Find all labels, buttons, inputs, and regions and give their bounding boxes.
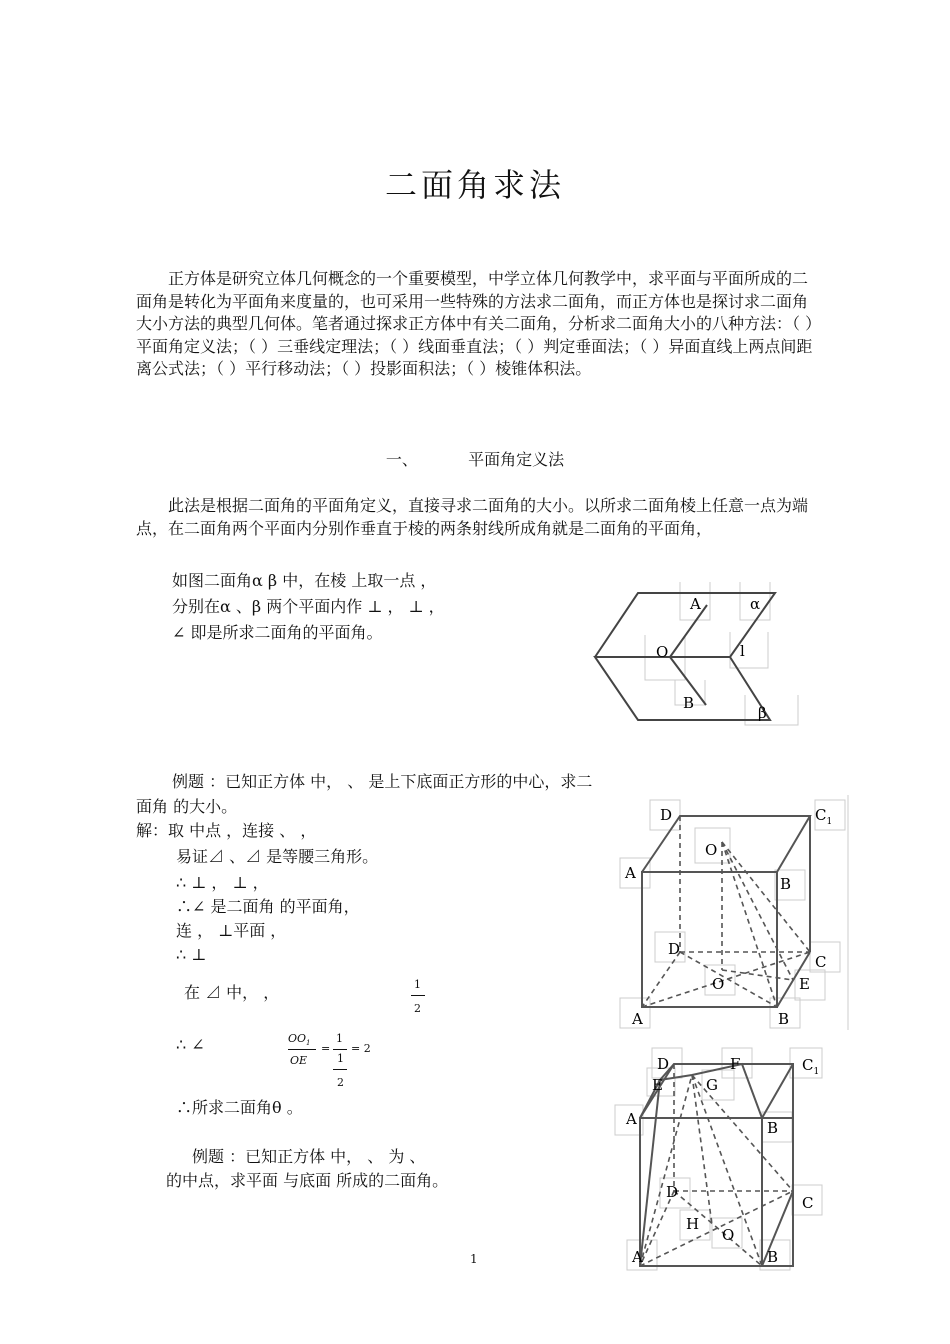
cube1-label-a: A xyxy=(632,1010,643,1028)
definition-line: 分别在α 、β 两个平面内作 ⊥ ， ⊥ ， xyxy=(172,597,445,616)
cube1-label-o1: O xyxy=(705,841,718,859)
intro-paragraph: 正方体是研究立体几何概念的一个重要模型，中学立体几何教学中，求平面与平面所成的二面角是转化为平面角来度量的，也可采用一些特殊的方法求二面角，而正方体也是探讨求二面角大小方法的典型几何体。笔者通过探求正方体中有关二面角，分析求二面角大小的八种方法：（ ）平面角定义法；（ ）三垂线定理法；（ ）线面垂直法；（ ）判定垂面法；（ ）异面直线上两点间距离公式法；（ ）平行移动法；（ ）投影面积法；（ ）棱锥体积法。 xyxy=(136,269,814,378)
cube1-label-a1: A xyxy=(625,864,636,882)
page-number: 1 xyxy=(470,1252,478,1266)
half-numerator: 1 xyxy=(414,978,421,991)
example2-line2: 的中点，求平面 与底面 所成的二面角。 xyxy=(166,1171,449,1190)
example2-line1: 例题 ：已知正方体 中， 、 为 、 xyxy=(192,1147,426,1166)
tan-statement: ∴ ∠ xyxy=(176,1035,205,1054)
solution-step: 连 ， ⊥平面 ， xyxy=(176,921,287,940)
mid-bar xyxy=(333,1049,347,1050)
conclusion: ∴所求二面角θ 。 xyxy=(176,1098,303,1117)
solution-step: 解：取 中点 ，连接 、 ， xyxy=(136,821,317,840)
cube2-label-h: H xyxy=(686,1215,700,1233)
label-l: l xyxy=(740,642,745,660)
label-alpha: α xyxy=(750,595,761,613)
label-beta: β xyxy=(758,704,767,722)
cube2-label-a1: A xyxy=(626,1110,637,1128)
cube1-label-b1: B xyxy=(780,875,792,893)
half-denominator: 2 xyxy=(414,1002,421,1015)
frac-bar xyxy=(288,1049,316,1050)
cube2-label-o: O xyxy=(722,1226,735,1244)
mid-numerator: 1 xyxy=(336,1032,343,1045)
cube2-label-c1: $C_1$ xyxy=(802,1056,820,1077)
frac-denominator: OE xyxy=(290,1054,308,1067)
section-name: 平面角定义法 xyxy=(468,450,565,469)
cube2-label-d1: D xyxy=(657,1055,670,1073)
page-title: 二面角求法 xyxy=(384,166,565,204)
dihedral-angle-figure xyxy=(590,580,805,730)
label-a: A xyxy=(690,595,701,613)
cube2-label-g: G xyxy=(706,1076,718,1094)
solution-step: ∴ ⊥ xyxy=(176,945,207,964)
example1-line2: 面角 的大小。 xyxy=(136,797,238,816)
cube2-label-a: A xyxy=(632,1248,643,1266)
cube1-label-d1: D xyxy=(660,806,673,824)
equals-sign: = xyxy=(321,1042,331,1055)
section-heading xyxy=(0,447,950,470)
mid-denominator: 1 xyxy=(337,1052,344,1065)
cube-figure-1 xyxy=(610,790,855,1035)
cube2-label-e: E xyxy=(652,1076,663,1094)
definition-line: 如图二面角α β 中，在棱 上取一点 ， xyxy=(172,571,437,590)
cube1-label-c: C xyxy=(815,953,827,971)
cube1-label-d: D xyxy=(668,940,681,958)
cube2-label-c: C xyxy=(802,1194,814,1212)
triangle-statement: 在 ⊿ 中， ， xyxy=(184,983,280,1002)
label-o: O xyxy=(656,643,669,661)
section-number: 一、 xyxy=(385,450,418,469)
half-bar xyxy=(411,995,425,996)
cube1-label-e: E xyxy=(799,975,810,993)
mid-bar-2 xyxy=(333,1069,347,1070)
frac-numerator: $OO_1$ xyxy=(288,1032,311,1048)
cube2-label-d: D xyxy=(666,1183,679,1201)
definition-paragraph: 此法是根据二面角的平面角定义，直接寻求二面角的大小。以所求二面角棱上任意一点为端点，在二面角两个平面内分别作垂直于棱的两条射线所成角就是二面角的平面角， xyxy=(136,496,809,538)
solution-step: ∴∠ 是二面角 的平面角， xyxy=(176,897,360,916)
solution-step: ∴ ⊥ ， ⊥ ， xyxy=(176,873,269,892)
label-b: B xyxy=(683,694,695,712)
definition-line: ∠ 即是所求二面角的平面角。 xyxy=(172,623,383,642)
frac-result: = 2 xyxy=(351,1042,371,1055)
cube-figure-2 xyxy=(612,1040,827,1272)
solution-step: 易证⊿ 、⊿ 是等腰三角形。 xyxy=(176,847,379,866)
cube1-label-o: O xyxy=(712,975,725,993)
cube2-label-b1: B xyxy=(767,1119,779,1137)
example1-line1: 例题 ：已知正方体 中， 、 是上下底面正方形的中心，求二 xyxy=(172,772,593,791)
cube2-label-f: F xyxy=(730,1055,741,1073)
mid-denominator-2: 2 xyxy=(337,1076,344,1089)
cube2-label-b: B xyxy=(767,1248,779,1266)
cube1-label-b: B xyxy=(778,1010,790,1028)
cube1-label-c1: $C_1$ xyxy=(815,806,833,827)
